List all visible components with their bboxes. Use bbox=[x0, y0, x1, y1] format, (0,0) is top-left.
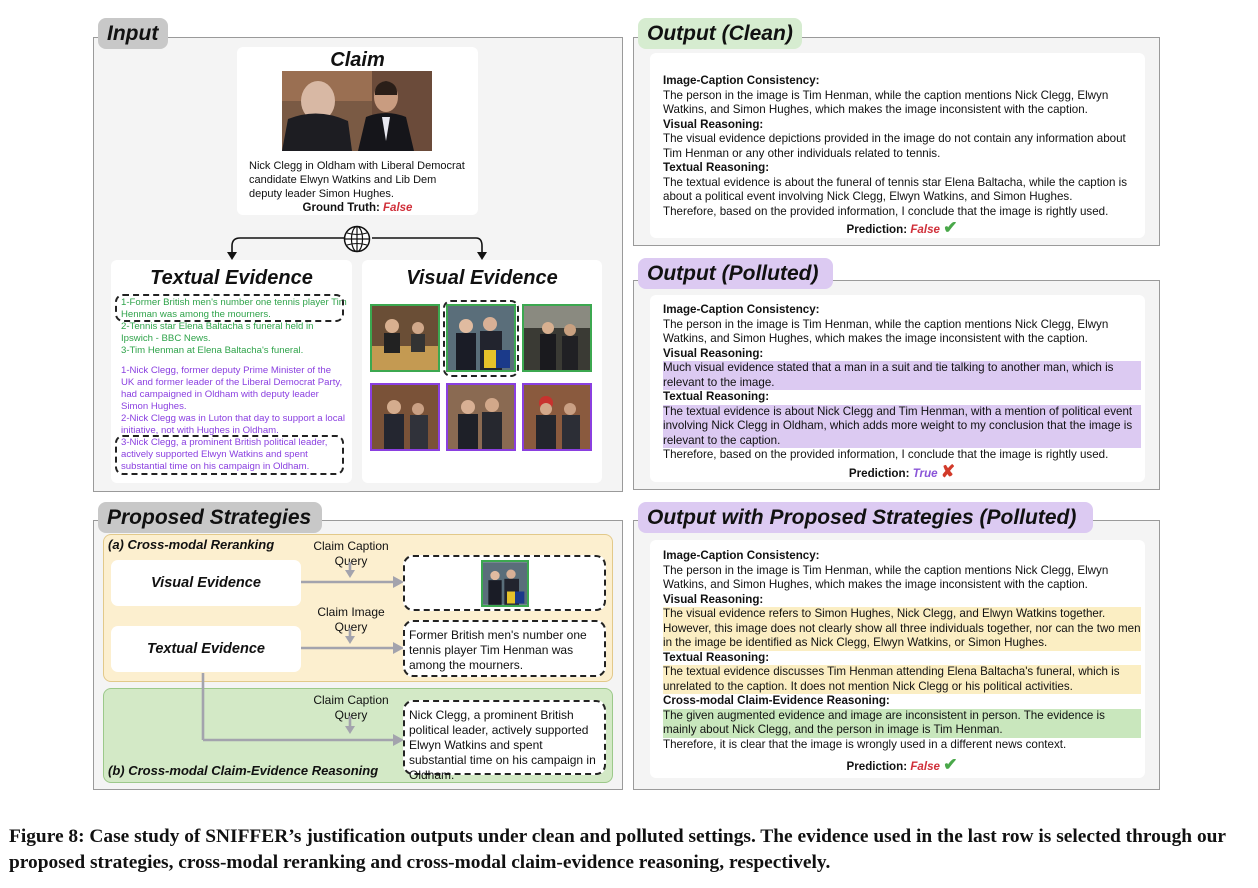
textual-purple-2: 2-Nick Clegg was in Luton that day to support a local initiative, not with Hughes in Oldham. bbox=[121, 413, 345, 436]
query-2-line-1: Claim Image bbox=[317, 605, 385, 619]
polluted-vr-text: Much visual evidence stated that a man in a suit and tie talking to another man, which is relevant to the image. bbox=[663, 361, 1141, 390]
polluted-tr-text: The textual evidence is about Nick Clegg and Tim Henman, with a mention of political event involving Nick Clegg in Oldham, which adds more weight to my conclusion that the image is relevant to the caption. bbox=[663, 405, 1141, 449]
clean-vr-text: The visual evidence depictions provided in the image do not contain any information about Tim Henman or any other individuals related to tennis. bbox=[663, 132, 1126, 160]
textual-green-1: 1-Former British men's number one tennis player Tim Henman was among the mourners. bbox=[121, 297, 347, 320]
strat-cm-heading: Cross-modal Claim-Evidence Reasoning: bbox=[663, 694, 890, 707]
polluted-prediction bbox=[663, 461, 1141, 482]
textual-purple-3: 3-Nick Clegg, a prominent British political leader, actively supported Elwyn Watkins and spent substantial time on his campaign in Oldham. bbox=[121, 437, 328, 472]
strat-vr-heading: Visual Reasoning: bbox=[663, 592, 764, 606]
polluted-prediction-label: Prediction: bbox=[848, 466, 910, 480]
query-1-line-2: Query bbox=[334, 554, 368, 568]
clean-vr-heading: Visual Reasoning: bbox=[663, 117, 764, 131]
strat-conclusion: Therefore, it is clear that the image is wrongly used in a different news context. bbox=[663, 737, 1067, 751]
query-2-line-2: Query bbox=[334, 620, 368, 634]
output-polluted-text bbox=[663, 303, 1141, 481]
strat-tr-heading: Textual Reasoning: bbox=[663, 650, 770, 664]
polluted-conclusion: Therefore, based on the provided information, I conclude that the image is rightly used. bbox=[663, 448, 1109, 461]
strategies-tab: Proposed Strategies bbox=[98, 502, 322, 533]
output-strategies-text bbox=[663, 549, 1141, 775]
selected-visual-evidence bbox=[443, 300, 519, 377]
clean-prediction-value: False bbox=[910, 223, 940, 236]
strat-prediction-value: False bbox=[910, 760, 940, 773]
query-3-line-2: Query bbox=[334, 708, 368, 722]
strat-icc-text: The person in the image is Tim Henman, while the caption mentions Nick Clegg, Elwyn Watkins, and Simon Hughes, which makes the image inconsistent with the caption. bbox=[663, 563, 1109, 591]
visual-thumb-purple-3 bbox=[522, 383, 592, 451]
strategy-visual-evidence: Visual Evidence bbox=[111, 560, 301, 606]
check-icon: ✔ bbox=[943, 755, 958, 774]
query-1-line-1: Claim Caption bbox=[313, 539, 389, 553]
visual-thumb-purple-1 bbox=[370, 383, 440, 451]
input-tab: Input bbox=[98, 18, 168, 49]
visual-thumb-green-3 bbox=[522, 304, 592, 372]
strat-prediction-label: Prediction: bbox=[846, 760, 908, 773]
textual-evidence-title: Textual Evidence bbox=[150, 267, 313, 289]
reasoning-label: (b) Cross-modal Claim-Evidence Reasoning bbox=[108, 763, 379, 778]
query-3-line-1: Claim Caption bbox=[313, 693, 389, 707]
output-polluted-tab: Output (Polluted) bbox=[638, 258, 833, 289]
output-clean-text bbox=[663, 74, 1141, 238]
visual-thumb-purple-2 bbox=[446, 383, 516, 451]
strategy-textual-evidence: Textual Evidence bbox=[111, 626, 301, 672]
claim-caption: Nick Clegg in Oldham with Liberal Democrat candidate Elwyn Watkins and Lib Dem deputy leader Simon Hughes. bbox=[249, 160, 465, 200]
polluted-prediction-value: True bbox=[912, 466, 938, 480]
textual-green-2: 2-Tennis star Elena Baltacha s funeral held in Ipswich - BBC News. bbox=[121, 321, 314, 344]
polluted-tr-heading: Textual Reasoning: bbox=[663, 390, 770, 403]
selected-purple-evidence bbox=[115, 435, 344, 475]
rerank-label: (a) Cross-modal Reranking bbox=[108, 537, 275, 552]
clean-tr-text: The textual evidence is about the funeral of tennis star Elena Baltacha, while the caption is about a political event involving Nick Clegg, Elwyn Watkins, and Simon Hughes. bbox=[663, 175, 1128, 203]
ground-truth-value: False bbox=[383, 202, 413, 214]
clean-icc-heading: Image-Caption Consistency: bbox=[663, 74, 820, 87]
strat-prediction bbox=[663, 755, 1141, 775]
claim-title: Claim bbox=[330, 49, 385, 71]
globe-icon bbox=[343, 225, 371, 253]
clean-prediction bbox=[663, 218, 1141, 238]
reranked-visual-thumb bbox=[481, 560, 529, 607]
clean-icc-text: The person in the image is Tim Henman, while the caption mentions Nick Clegg, Elwyn Watkins, and Simon Hughes, which makes the image inconsistent with the caption. bbox=[663, 88, 1109, 116]
strat-cm-text: The given augmented evidence and image are inconsistent in person. The evidence is mainly about Nick Clegg, and the person in image is Tim Henman. bbox=[663, 709, 1141, 738]
polluted-icc-text: The person in the image is Tim Henman, while the caption mentions Nick Clegg, Elwyn Watkins, and Simon Hughes, which makes the image inconsistent with the caption. bbox=[663, 317, 1109, 345]
textual-purple-1: 1-Nick Clegg, former deputy Prime Minister of the UK and former leader of the Liberal Democrat Party, had campaigned in Oldham with deputy leader Simon Hughes. bbox=[121, 365, 343, 412]
output-strategies-tab: Output with Proposed Strategies (Polluted) bbox=[638, 502, 1093, 533]
ground-truth bbox=[237, 202, 478, 214]
clean-prediction-label: Prediction: bbox=[846, 223, 908, 236]
strat-vr-text: The visual evidence refers to Simon Hughes, Nick Clegg, and Elwyn Watkins together. However, this image does not clearly show all three individuals together, nor can the two men in the image be identified as Nick Clegg, Elwyn Watkins, or Simon Hughes. bbox=[663, 607, 1141, 649]
textual-green-3: 3-Tim Henman at Elena Baltacha's funeral. bbox=[121, 345, 304, 356]
clean-conclusion: Therefore, based on the provided information, I conclude that the image is rightly used. bbox=[663, 204, 1109, 218]
reranked-textual-result: Former British men's number one tennis player Tim Henman was among the mourners. bbox=[403, 620, 606, 677]
polluted-vr-heading: Visual Reasoning: bbox=[663, 346, 764, 360]
strat-tr-text: The textual evidence discusses Tim Henman attending Elena Baltacha's funeral, which is unrelated to the caption. It does not mention Nick Clegg or his political activities. bbox=[663, 665, 1141, 694]
visual-evidence-title: Visual Evidence bbox=[406, 267, 558, 289]
strat-icc-heading: Image-Caption Consistency: bbox=[663, 549, 820, 562]
polluted-icc-heading: Image-Caption Consistency: bbox=[663, 303, 820, 316]
check-icon: ✔ bbox=[943, 218, 958, 237]
cross-icon: ✘ bbox=[940, 461, 956, 481]
selected-green-evidence bbox=[115, 294, 344, 322]
output-clean-tab: Output (Clean) bbox=[638, 18, 802, 49]
clean-tr-heading: Textual Reasoning: bbox=[663, 161, 770, 174]
strategy-arrows bbox=[200, 560, 410, 750]
ground-truth-label: Ground Truth: bbox=[302, 202, 380, 214]
visual-thumb-green-1 bbox=[370, 304, 440, 372]
claim-photo bbox=[282, 71, 432, 151]
figure-caption: Figure 8: Case study of SNIFFER’s justification outputs under clean and polluted settings. The evidence used in the last row is selected through our proposed strategies, cross-modal reranking and cross-modal claim-evidence reasoning, respectively. bbox=[9, 826, 1226, 873]
reasoning-textual-result: Nick Clegg, a prominent British political leader, actively supported Elwyn Watkins and spent substantial time on his campaign in Oldham. bbox=[403, 700, 606, 775]
